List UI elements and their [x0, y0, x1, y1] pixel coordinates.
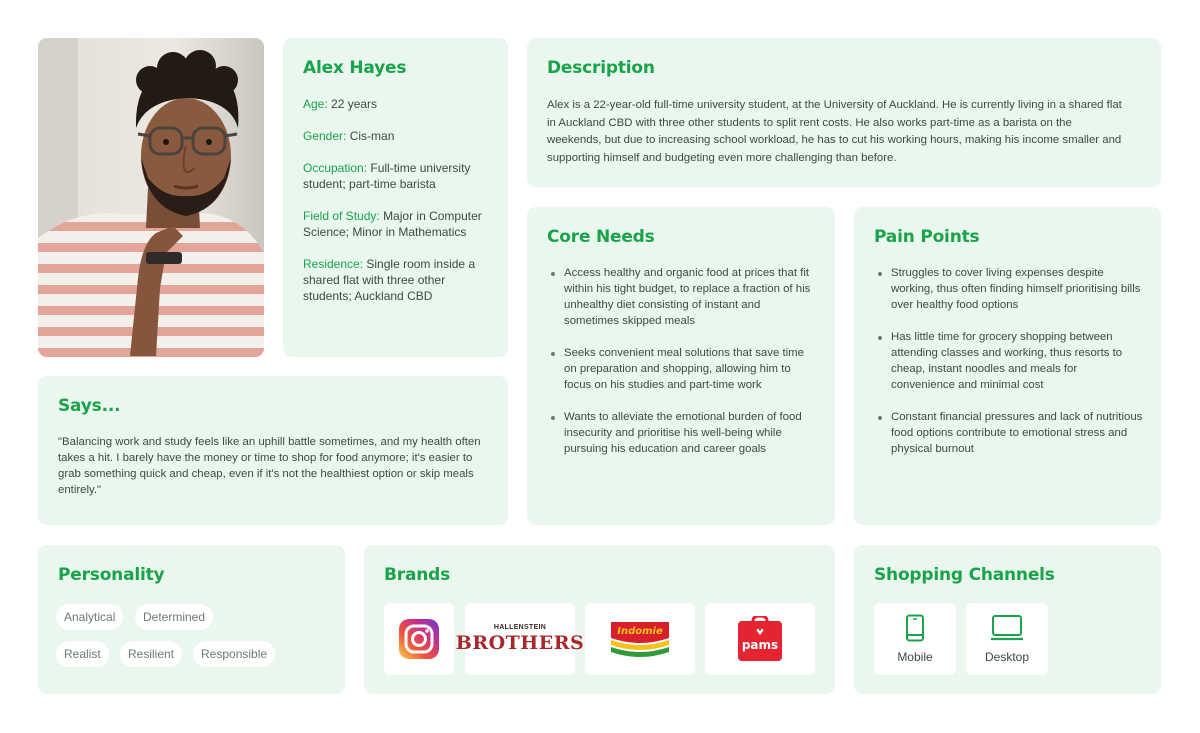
personality-tag-determined: Determined: [135, 604, 213, 630]
bullet-icon: [878, 336, 882, 340]
field-age: [303, 96, 488, 112]
bullet-icon: [551, 416, 555, 420]
indomie-text: Indomie: [617, 626, 663, 637]
field-gender-label: Gender:: [303, 129, 347, 143]
profile-card: [283, 38, 508, 357]
shopping-channels-card: [854, 545, 1161, 694]
core-need-text: Access healthy and organic food at prices that fit within his tight budget, to replace a fraction of his unhealthy diet consisting of instant and sometimes skipped meals: [564, 267, 811, 327]
hallenstein-top-text: HALLENSTEIN: [493, 624, 547, 631]
pain-point-text: Struggles to cover living expenses despite working, thus often finding himself prioritising bills over healthy food options: [891, 267, 1141, 311]
core-needs-list: [549, 265, 817, 473]
says-title: Says...: [58, 396, 121, 416]
core-needs-card: [527, 207, 835, 525]
persona-portrait-image: [38, 38, 264, 357]
profile-fields: [303, 96, 488, 320]
brand-tile-hallenstein: [455, 603, 585, 675]
pain-point-text: Has little time for grocery shopping between attending classes and working, thus resorts to cheap, instant noodles and meals for convenience and minimal cost: [891, 331, 1123, 391]
channel-desktop-label: Desktop: [984, 650, 1030, 664]
shopping-channels-title: Shopping Channels: [874, 565, 1055, 585]
field-age-value: 22 years: [331, 97, 378, 111]
core-need-text: Seeks convenient meal solutions that save time on preparation and shopping, allowing him to focus on his studies and part-time work: [564, 347, 804, 391]
list-item: [876, 329, 1144, 393]
core-needs-title: Core Needs: [547, 227, 655, 247]
description-text: Alex is a 22-year-old full-time university student, at the University of Auckland. He is currently living in a shared flat in Auckland CBD with three other students to split rent costs. He also works part-time as a barista on the weekends, but due to increasing school workload, he has to cut his working hours, making his income smaller and supporting himself and budgeting even more challenging than before.: [547, 99, 1122, 164]
bullet-icon: [878, 272, 882, 276]
channel-mobile-label: Mobile: [897, 650, 933, 664]
field-study: [303, 208, 488, 240]
description-card: [527, 38, 1161, 187]
field-residence-label: Residence:: [303, 257, 364, 271]
field-study-label: Field of Study:: [303, 209, 380, 223]
field-age-label: Age:: [303, 97, 328, 111]
pain-point-text: Constant financial pressures and lack of nutritious food options contribute to emotional stress and physical burnout: [891, 411, 1143, 455]
field-residence-value: Single room inside a shared flat with three other students; Auckland CBD: [303, 257, 476, 303]
brands-card: [364, 545, 835, 694]
personality-tag-resilient: Resilient: [120, 641, 182, 667]
brand-tile-pams: [705, 603, 815, 675]
brand-tile-instagram: [384, 603, 454, 675]
pain-points-card: [854, 207, 1161, 525]
list-item: [549, 265, 817, 329]
pams-logo: [737, 616, 783, 662]
field-gender-value: Cis-man: [349, 129, 395, 143]
bullet-icon: [551, 352, 555, 356]
field-gender: [303, 128, 488, 144]
bullet-icon: [878, 416, 882, 420]
brands-title: Brands: [384, 565, 451, 585]
personality-card: [38, 545, 345, 694]
indomie-logo: [609, 618, 671, 660]
personality-tag-analytical: Analytical: [56, 604, 123, 630]
channel-desktop: [966, 603, 1048, 675]
list-item: [876, 409, 1144, 457]
description-title: Description: [547, 58, 655, 78]
field-study-value: Major in Computer Science; Minor in Mathematics: [303, 209, 482, 239]
personality-tag-realist: Realist: [56, 641, 109, 667]
desktop-icon: [990, 614, 1024, 642]
persona-name: Alex Hayes: [303, 58, 407, 78]
channel-mobile: [874, 603, 956, 675]
instagram-icon: [399, 619, 439, 659]
list-item: [549, 409, 817, 457]
field-occupation-value: Full-time university student; part-time barista: [303, 161, 471, 191]
mobile-icon: [904, 614, 926, 642]
list-item: [876, 265, 1144, 313]
says-card: [38, 376, 508, 525]
bullet-icon: [551, 272, 555, 276]
pain-points-title: Pain Points: [874, 227, 980, 247]
pams-text: pams: [741, 638, 779, 652]
brand-tile-indomie: [585, 603, 695, 675]
field-occupation: [303, 160, 488, 192]
hallenstein-brothers-logo: BROTHERS: [455, 632, 585, 654]
core-need-text: Wants to alleviate the emotional burden of food insecurity and prioritise his well-being while pursuing his education and career goals: [564, 411, 802, 455]
field-residence: [303, 256, 488, 304]
personality-title: Personality: [58, 565, 165, 585]
field-occupation-label: Occupation:: [303, 161, 368, 175]
personality-tag-responsible: Responsible: [193, 641, 275, 667]
says-quote: "Balancing work and study feels like an uphill battle sometimes, and my health often takes a hit. I barely have the money or time to shop for food anymore; it's easier to grab something quick and cheap, even if it's not the healthiest option or skip meals entirely.": [58, 436, 481, 496]
persona-photo: [38, 38, 264, 357]
pain-points-list: [876, 265, 1144, 473]
list-item: [549, 345, 817, 393]
